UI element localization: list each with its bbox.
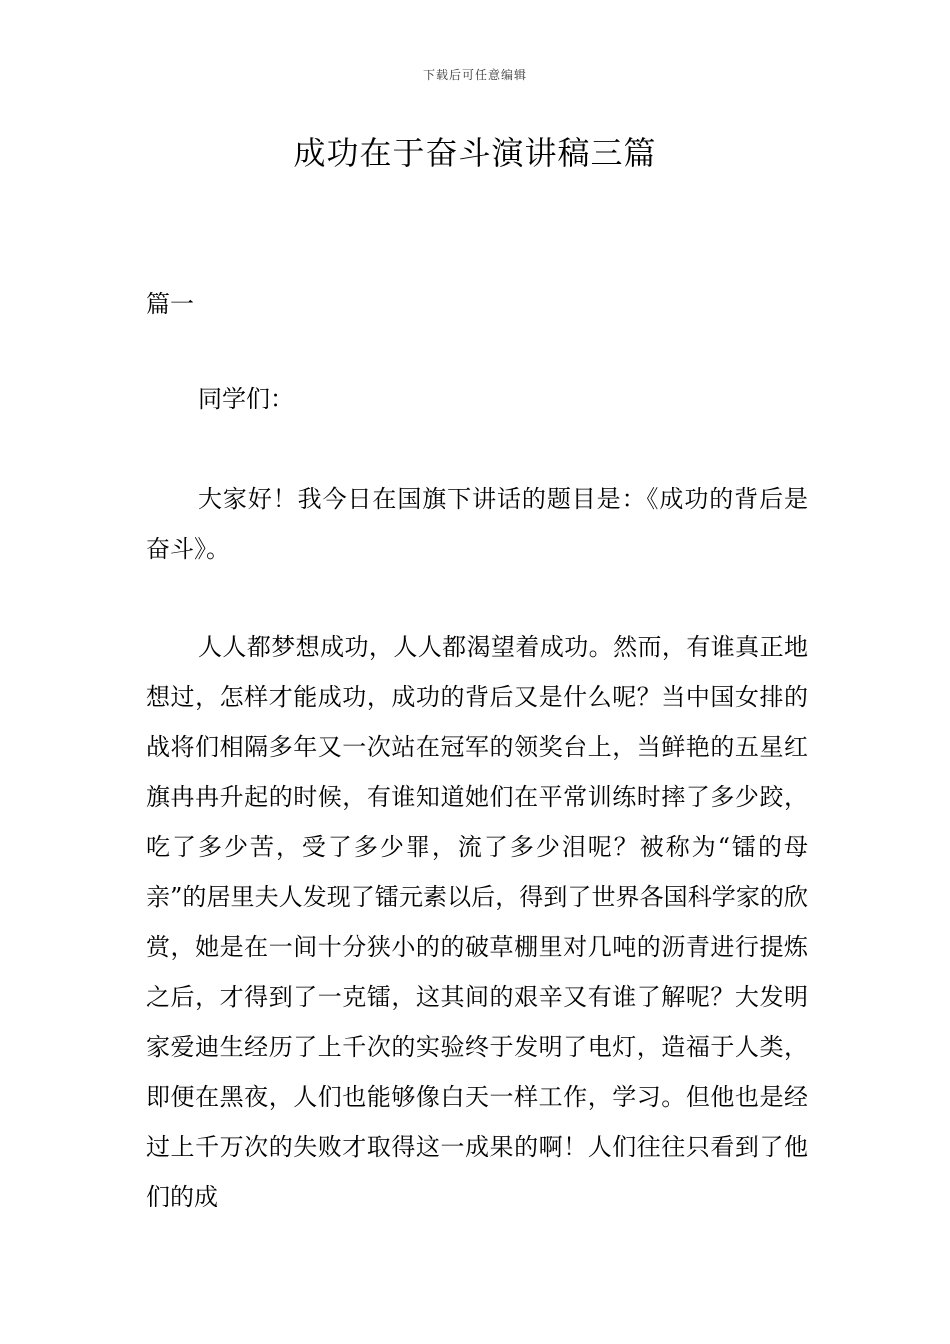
header-note: 下载后可任意编辑 xyxy=(422,68,527,82)
paragraph-greeting: 同学们： xyxy=(198,385,294,413)
paragraph-intro: 大家好！我今日在国旗下讲话的题目是：《成功的背后是奋斗》。 xyxy=(146,485,808,563)
paragraph-body: 人人都梦想成功，人人都渴望着成功。然而，有谁真正地想过，怎样才能成功，成功的背后又是什么呢？当中国女排的战将们相隔多年又一次站在冠军的领奖台上，当鲜艳的五星红旗冉冉升起的时候，有谁知道她们在平常训练时摔了多少跤，吃了多少苦，受了多少罪，流了多少泪呢？被称为“镭的母亲”的居里夫人发现了镭元素以后，得到了世界各国科学家的欣赏，她是在一间十分狭小的的破草棚里对几吨的沥青进行提炼之后，才得到了一克镭，这其间的艰辛又有谁了解呢？大发明家爱迪生经历了上千次的实验终于发明了电灯，造福于人类，即便在黑夜，人们也能够像白天一样工作，学习。但他也是经过上千万次的失败才取得这一成果的啊！人们往往只看到了他们的成 xyxy=(146,633,808,1211)
document-title: 成功在于奋斗演讲稿三篇 xyxy=(293,134,657,172)
section-label: 篇一 xyxy=(146,290,194,318)
